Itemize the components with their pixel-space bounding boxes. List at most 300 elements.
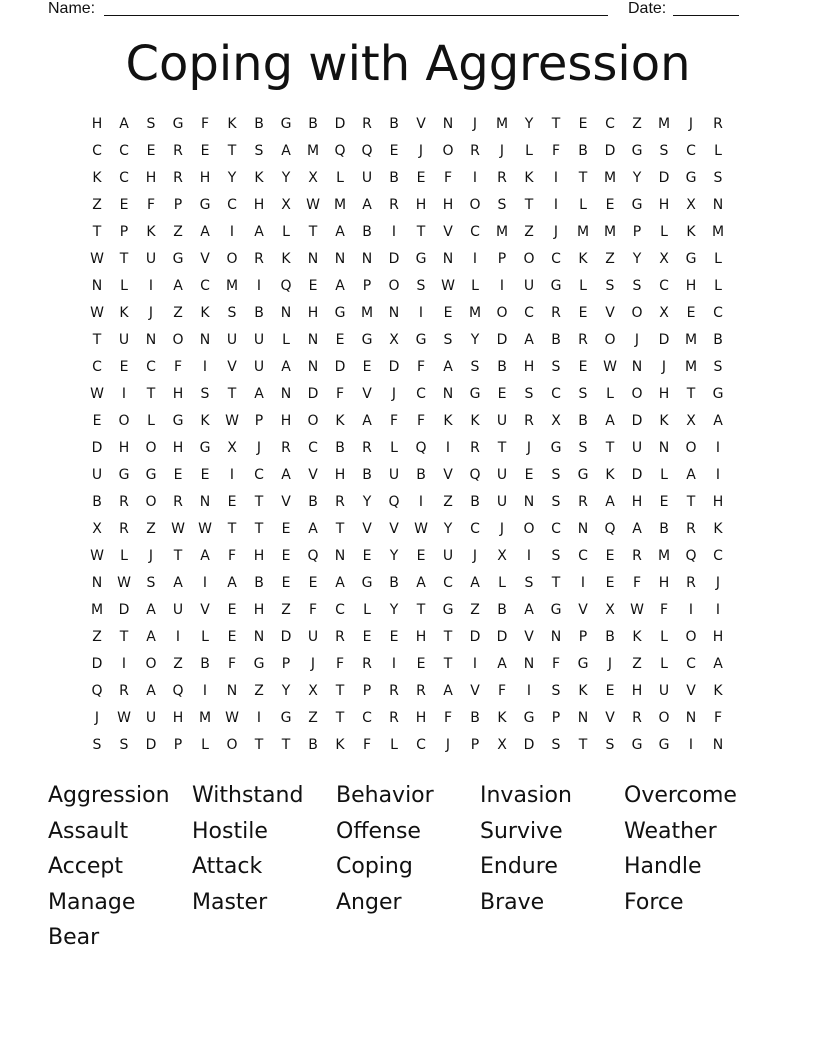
grid-row	[84, 570, 732, 597]
grid-letter: S	[605, 278, 616, 294]
grid-letter: I	[472, 170, 479, 186]
grid-letter: G	[712, 386, 725, 402]
grid-letter: W	[90, 305, 105, 321]
grid-letter: Z	[632, 116, 643, 132]
grid-letter: T	[686, 386, 697, 402]
grid-letter: E	[308, 575, 319, 591]
grid-letter: J	[391, 386, 398, 402]
grid-letter: D	[91, 656, 104, 672]
grid-row	[84, 678, 732, 705]
grid-letter: D	[91, 440, 104, 456]
grid-letter: N	[523, 656, 536, 672]
grid-letter: X	[92, 521, 103, 537]
grid-letter: A	[713, 413, 724, 429]
grid-letter: D	[307, 386, 320, 402]
grid-letter: O	[307, 413, 320, 429]
grid-letter: K	[281, 251, 292, 267]
grid-letter: Q	[91, 683, 104, 699]
grid-letter: B	[362, 467, 373, 483]
grid-letter: T	[497, 440, 508, 456]
word-bank-item: Manage	[48, 889, 136, 915]
grid-letter: Y	[443, 521, 454, 537]
grid-letter: V	[686, 683, 697, 699]
grid-letter: L	[714, 278, 723, 294]
word-bank-item: Invasion	[480, 783, 572, 808]
grid-letter: X	[659, 305, 670, 321]
word-bank-item: Aggression	[48, 783, 170, 808]
grid-letter: K	[713, 683, 724, 699]
grid-letter: V	[443, 467, 454, 483]
grid-letter: A	[443, 359, 454, 375]
grid-row	[84, 651, 732, 678]
grid-letter: C	[470, 224, 481, 240]
grid-letter: H	[523, 359, 536, 375]
grid-letter: L	[498, 575, 507, 591]
grid-letter: C	[605, 116, 616, 132]
word-bank-item: Force	[624, 889, 684, 915]
grid-letter: N	[91, 575, 104, 591]
grid-letter: Z	[605, 251, 616, 267]
grid-letter: L	[660, 629, 669, 645]
grid-letter: U	[496, 494, 509, 510]
grid-letter: N	[685, 710, 698, 726]
grid-letter: C	[92, 143, 103, 159]
grid-letter: E	[605, 197, 616, 213]
grid-letter: L	[579, 278, 588, 294]
grid-letter: T	[227, 521, 238, 537]
grid-letter: A	[713, 656, 724, 672]
grid-letter: V	[200, 251, 211, 267]
grid-letter: Y	[227, 170, 238, 186]
grid-letter: T	[335, 521, 346, 537]
grid-letter: E	[173, 467, 184, 483]
grid-letter: G	[631, 143, 644, 159]
grid-letter: N	[577, 521, 590, 537]
grid-letter: V	[389, 521, 400, 537]
grid-letter: M	[198, 710, 213, 726]
grid-letter: G	[172, 116, 185, 132]
grid-letter: B	[578, 413, 589, 429]
grid-letter: J	[526, 440, 533, 456]
grid-letter: L	[471, 278, 480, 294]
grid-letter: E	[389, 143, 400, 159]
grid-letter: M	[90, 602, 105, 618]
word-bank-item: Behavior	[336, 783, 434, 808]
grid-letter: O	[145, 494, 158, 510]
grid-letter: R	[335, 494, 346, 510]
grid-letter: R	[173, 494, 184, 510]
grid-letter: A	[227, 575, 238, 591]
grid-letter: Q	[307, 548, 320, 564]
grid-letter: J	[445, 737, 452, 753]
grid-letter: U	[631, 440, 644, 456]
grid-letter: U	[496, 413, 509, 429]
grid-letter: U	[253, 332, 266, 348]
grid-letter: T	[578, 737, 589, 753]
grid-letter: S	[119, 737, 130, 753]
grid-letter: I	[256, 278, 263, 294]
grid-letter: Q	[172, 683, 185, 699]
grid-letter: H	[631, 683, 644, 699]
grid-row	[84, 489, 732, 516]
grid-letter: O	[523, 251, 536, 267]
grid-letter: T	[92, 224, 103, 240]
grid-row	[84, 516, 732, 543]
grid-letter: S	[146, 116, 157, 132]
word-bank-item: Accept	[48, 854, 123, 879]
grid-letter: R	[389, 683, 400, 699]
grid-letter: B	[389, 575, 400, 591]
grid-letter: Y	[281, 170, 292, 186]
grid-letter: N	[307, 332, 320, 348]
grid-letter: T	[686, 494, 697, 510]
grid-letter: K	[335, 413, 346, 429]
grid-letter: G	[361, 332, 374, 348]
grid-letter: O	[226, 251, 239, 267]
grid-letter: X	[389, 332, 400, 348]
grid-letter: N	[712, 197, 725, 213]
grid-letter: S	[227, 305, 238, 321]
grid-letter: K	[146, 224, 157, 240]
word-bank-item: Handle	[624, 854, 702, 879]
grid-letter: U	[361, 170, 374, 186]
grid-letter: E	[146, 143, 157, 159]
grid-letter: S	[551, 737, 562, 753]
grid-letter: T	[443, 656, 454, 672]
grid-letter: E	[119, 197, 130, 213]
grid-letter: W	[630, 602, 645, 618]
grid-letter: F	[227, 548, 238, 564]
grid-letter: E	[578, 359, 589, 375]
grid-letter: G	[199, 440, 212, 456]
grid-letter: G	[118, 467, 131, 483]
grid-letter: E	[416, 656, 427, 672]
grid-letter: E	[227, 602, 238, 618]
grid-letter: C	[686, 143, 697, 159]
grid-row	[84, 624, 732, 651]
grid-letter: B	[551, 332, 562, 348]
grid-letter: T	[605, 440, 616, 456]
grid-letter: A	[281, 143, 292, 159]
grid-letter: R	[632, 710, 643, 726]
grid-row	[84, 165, 732, 192]
grid-letter: E	[578, 305, 589, 321]
grid-letter: P	[497, 251, 508, 267]
grid-letter: R	[362, 656, 373, 672]
grid-row	[84, 327, 732, 354]
grid-letter: B	[254, 575, 265, 591]
grid-letter: I	[688, 602, 695, 618]
grid-letter: D	[631, 467, 644, 483]
grid-letter: N	[280, 386, 293, 402]
grid-letter: T	[173, 548, 184, 564]
grid-letter: F	[497, 683, 508, 699]
word-search-grid	[84, 111, 732, 759]
grid-letter: B	[497, 359, 508, 375]
grid-letter: G	[550, 602, 563, 618]
grid-letter: S	[605, 737, 616, 753]
grid-letter: F	[443, 170, 454, 186]
grid-letter: E	[92, 413, 103, 429]
grid-letter: P	[551, 710, 562, 726]
grid-letter: O	[118, 413, 131, 429]
grid-letter: J	[607, 656, 614, 672]
grid-letter: E	[443, 305, 454, 321]
grid-letter: S	[659, 143, 670, 159]
grid-row	[84, 732, 732, 759]
grid-letter: Z	[92, 629, 103, 645]
grid-letter: L	[606, 386, 615, 402]
grid-letter: Z	[443, 494, 454, 510]
grid-letter: U	[307, 629, 320, 645]
grid-letter: A	[524, 332, 535, 348]
grid-letter: A	[254, 386, 265, 402]
grid-letter: C	[416, 386, 427, 402]
grid-letter: F	[659, 602, 670, 618]
grid-letter: T	[227, 386, 238, 402]
grid-letter: E	[281, 521, 292, 537]
grid-letter: M	[306, 143, 321, 159]
grid-letter: T	[119, 251, 130, 267]
grid-letter: C	[416, 737, 427, 753]
grid-letter: H	[172, 386, 185, 402]
grid-letter: E	[605, 548, 616, 564]
grid-letter: T	[254, 737, 265, 753]
grid-row	[84, 597, 732, 624]
grid-letter: I	[256, 710, 263, 726]
grid-letter: R	[578, 494, 589, 510]
grid-letter: A	[281, 467, 292, 483]
grid-letter: E	[362, 548, 373, 564]
grid-letter: U	[658, 683, 671, 699]
grid-letter: R	[362, 440, 373, 456]
grid-letter: L	[336, 170, 345, 186]
grid-letter: H	[172, 710, 185, 726]
grid-letter: G	[685, 251, 698, 267]
grid-letter: G	[550, 278, 563, 294]
grid-letter: I	[202, 359, 209, 375]
grid-letter: G	[334, 305, 347, 321]
grid-letter: Z	[173, 656, 184, 672]
grid-letter: L	[201, 629, 210, 645]
grid-letter: A	[173, 278, 184, 294]
grid-letter: F	[173, 359, 184, 375]
grid-letter: N	[658, 440, 671, 456]
grid-letter: E	[416, 170, 427, 186]
grid-letter: G	[631, 197, 644, 213]
grid-letter: Q	[604, 521, 617, 537]
grid-letter: F	[389, 413, 400, 429]
grid-letter: V	[605, 305, 616, 321]
grid-letter: O	[145, 440, 158, 456]
grid-letter: D	[523, 737, 536, 753]
grid-letter: S	[524, 575, 535, 591]
grid-row	[84, 381, 732, 408]
grid-letter: T	[227, 143, 238, 159]
grid-letter: A	[146, 629, 157, 645]
grid-letter: J	[661, 359, 668, 375]
grid-letter: A	[362, 197, 373, 213]
grid-letter: K	[524, 170, 535, 186]
grid-letter: O	[496, 305, 509, 321]
grid-letter: S	[416, 278, 427, 294]
grid-letter: B	[308, 494, 319, 510]
grid-letter: H	[631, 494, 644, 510]
grid-letter: R	[173, 170, 184, 186]
grid-letter: D	[145, 737, 158, 753]
grid-row	[84, 138, 732, 165]
grid-letter: W	[90, 251, 105, 267]
grid-letter: F	[200, 116, 211, 132]
grid-letter: D	[334, 116, 347, 132]
grid-letter: O	[388, 278, 401, 294]
grid-letter: C	[92, 359, 103, 375]
grid-letter: F	[551, 656, 562, 672]
grid-letter: W	[198, 521, 213, 537]
word-bank-item: Coping	[336, 854, 413, 879]
grid-letter: T	[443, 629, 454, 645]
grid-letter: G	[172, 413, 185, 429]
grid-letter: C	[119, 170, 130, 186]
grid-letter: S	[713, 359, 724, 375]
grid-letter: J	[472, 116, 479, 132]
grid-letter: V	[362, 521, 373, 537]
grid-letter: X	[686, 413, 697, 429]
grid-letter: S	[497, 197, 508, 213]
grid-letter: F	[146, 197, 157, 213]
grid-letter: T	[146, 386, 157, 402]
grid-letter: P	[254, 413, 265, 429]
grid-letter: R	[335, 629, 346, 645]
grid-letter: P	[632, 224, 643, 240]
grid-letter: S	[524, 386, 535, 402]
grid-letter: S	[551, 683, 562, 699]
grid-letter: T	[281, 737, 292, 753]
grid-letter: X	[659, 251, 670, 267]
word-bank-item: Survive	[480, 818, 563, 844]
word-bank-item: Offense	[336, 818, 421, 844]
grid-letter: K	[497, 710, 508, 726]
grid-letter: D	[658, 332, 671, 348]
grid-letter: T	[119, 629, 130, 645]
grid-letter: Z	[173, 224, 184, 240]
grid-letter: M	[657, 548, 672, 564]
grid-letter: S	[551, 494, 562, 510]
grid-letter: D	[469, 629, 482, 645]
grid-letter: I	[391, 656, 398, 672]
grid-letter: J	[472, 548, 479, 564]
grid-letter: N	[550, 629, 563, 645]
grid-letter: G	[361, 575, 374, 591]
grid-letter: B	[92, 494, 103, 510]
grid-letter: N	[388, 305, 401, 321]
grid-letter: I	[445, 440, 452, 456]
grid-letter: N	[199, 494, 212, 510]
grid-letter: A	[443, 683, 454, 699]
grid-letter: Z	[470, 602, 481, 618]
grid-letter: D	[496, 332, 509, 348]
grid-letter: G	[523, 710, 536, 726]
grid-letter: B	[254, 116, 265, 132]
grid-letter: J	[310, 656, 317, 672]
word-bank-item: Attack	[192, 854, 263, 879]
grid-letter: N	[712, 737, 725, 753]
grid-letter: I	[526, 548, 533, 564]
grid-letter: E	[362, 629, 373, 645]
grid-letter: P	[578, 629, 589, 645]
grid-letter: R	[524, 413, 535, 429]
grid-letter: W	[90, 386, 105, 402]
grid-letter: N	[199, 332, 212, 348]
grid-letter: L	[120, 278, 129, 294]
grid-letter: G	[469, 386, 482, 402]
grid-letter: J	[688, 116, 695, 132]
grid-letter: X	[281, 197, 292, 213]
grid-letter: O	[226, 737, 239, 753]
grid-letter: G	[577, 656, 590, 672]
grid-letter: A	[146, 602, 157, 618]
grid-letter: A	[335, 278, 346, 294]
grid-letter: A	[200, 548, 211, 564]
grid-letter: X	[308, 170, 319, 186]
grid-letter: P	[173, 197, 184, 213]
grid-letter: N	[523, 494, 536, 510]
grid-letter: I	[715, 467, 722, 483]
grid-letter: F	[227, 656, 238, 672]
grid-letter: S	[632, 278, 643, 294]
grid-letter: H	[442, 197, 455, 213]
grid-letter: H	[712, 629, 725, 645]
grid-letter: I	[553, 170, 560, 186]
grid-letter: A	[281, 359, 292, 375]
grid-letter: E	[227, 629, 238, 645]
grid-letter: Z	[524, 224, 535, 240]
grid-letter: H	[145, 170, 158, 186]
grid-letter: T	[416, 602, 427, 618]
grid-letter: A	[416, 575, 427, 591]
grid-letter: F	[308, 602, 319, 618]
grid-letter: E	[659, 494, 670, 510]
grid-letter: Y	[470, 332, 481, 348]
grid-letter: C	[119, 143, 130, 159]
grid-letter: D	[280, 629, 293, 645]
grid-letter: H	[334, 467, 347, 483]
grid-letter: L	[660, 656, 669, 672]
grid-letter: U	[118, 332, 131, 348]
grid-letter: I	[472, 251, 479, 267]
grid-letter: K	[335, 737, 346, 753]
grid-letter: W	[414, 521, 429, 537]
grid-letter: D	[631, 413, 644, 429]
grid-letter: R	[254, 251, 265, 267]
grid-letter: E	[686, 305, 697, 321]
grid-letter: I	[715, 602, 722, 618]
grid-letter: E	[200, 467, 211, 483]
grid-letter: M	[684, 359, 699, 375]
grid-row	[84, 543, 732, 570]
grid-letter: X	[308, 683, 319, 699]
grid-letter: N	[631, 359, 644, 375]
grid-letter: P	[281, 656, 292, 672]
grid-letter: B	[713, 332, 724, 348]
grid-letter: K	[578, 251, 589, 267]
grid-letter: J	[634, 332, 641, 348]
grid-letter: F	[362, 737, 373, 753]
grid-letter: D	[334, 359, 347, 375]
grid-letter: Y	[524, 116, 535, 132]
grid-letter: V	[281, 494, 292, 510]
grid-letter: T	[92, 332, 103, 348]
